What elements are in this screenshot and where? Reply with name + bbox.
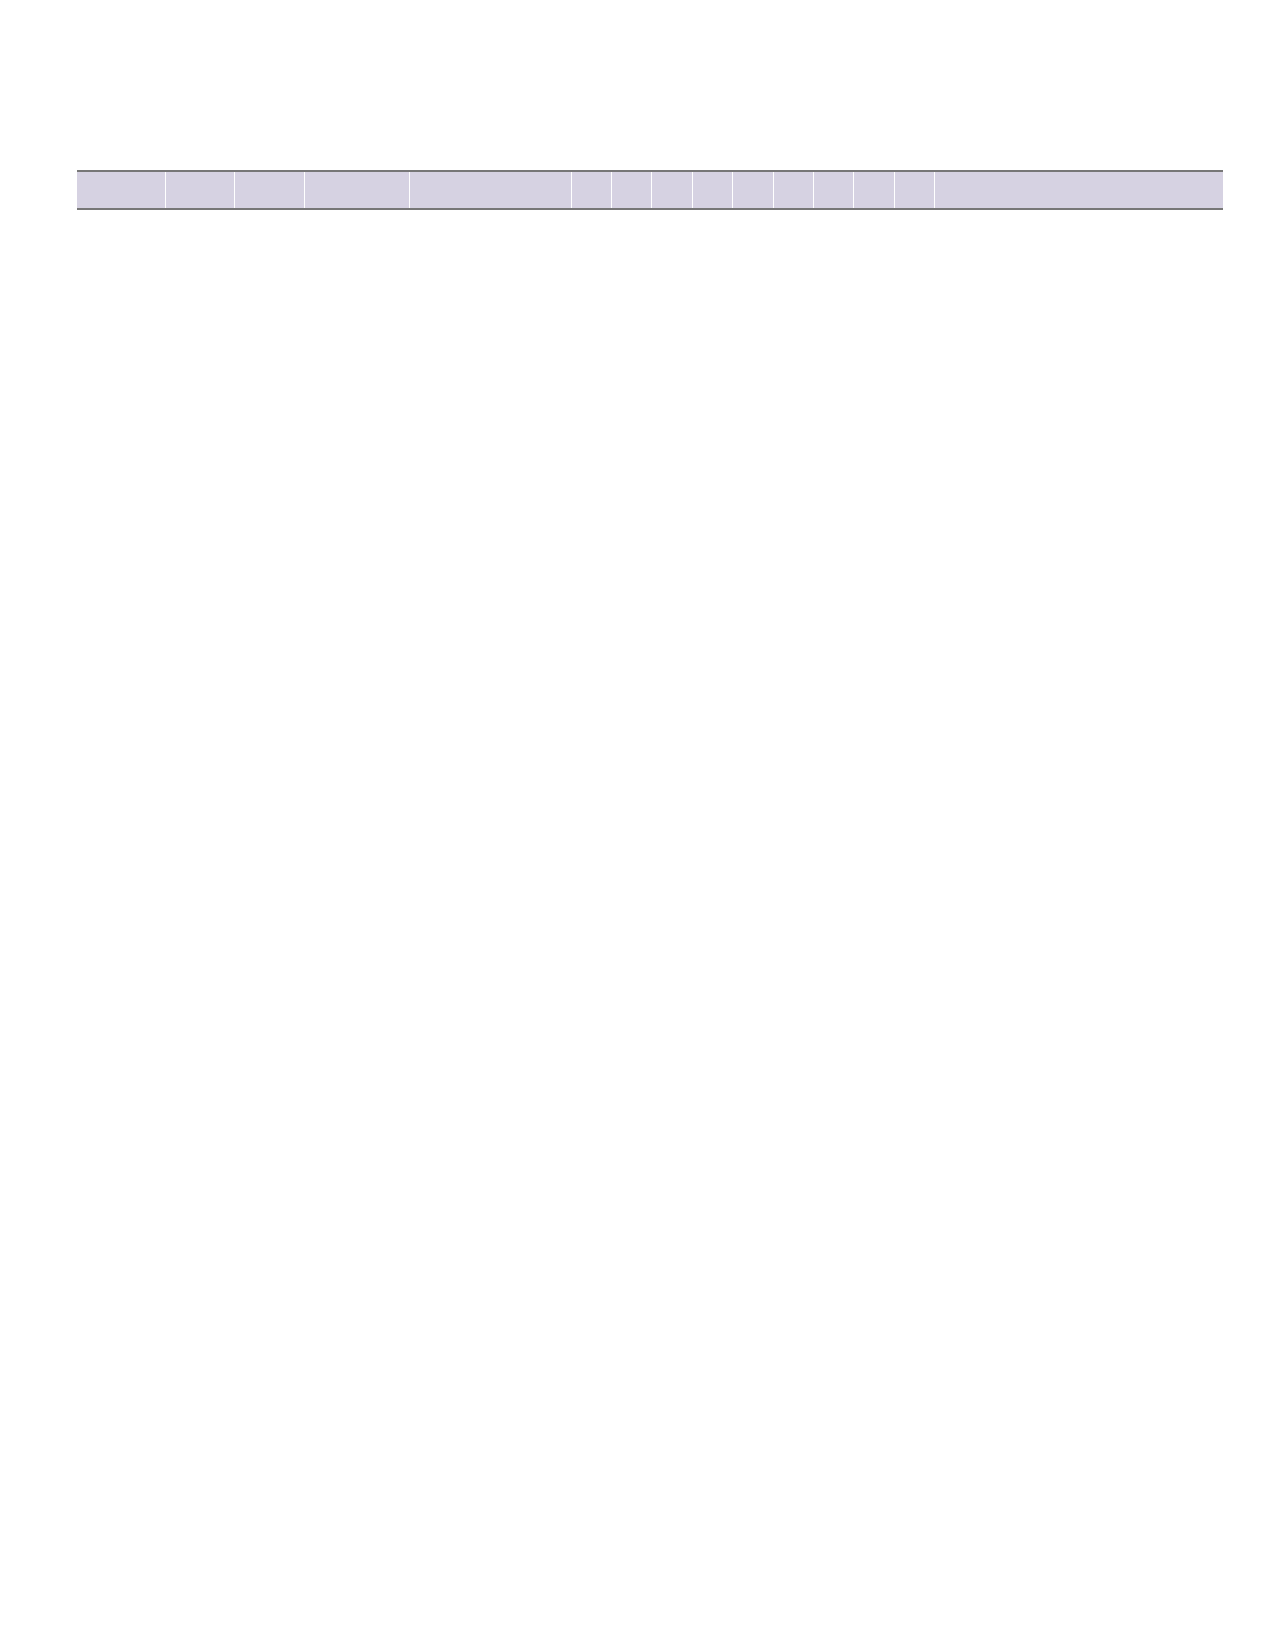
header-style (934, 171, 1223, 209)
onepiece-header (77, 1336, 1223, 1372)
header-size (854, 171, 894, 209)
header-size (813, 171, 853, 209)
header-size (773, 171, 813, 209)
header-size (733, 171, 773, 209)
onepiece-pct-row (77, 1364, 1223, 1378)
header-row (77, 171, 1223, 209)
header-size (692, 171, 732, 209)
header-color (305, 171, 410, 209)
header-page (166, 171, 235, 209)
header-price (234, 171, 305, 209)
header-fabric (410, 171, 571, 209)
pants-section (77, 134, 1223, 210)
header-size (652, 171, 692, 209)
pants-pct-row (77, 160, 1223, 174)
header-code (77, 171, 166, 209)
header-size (571, 171, 611, 209)
onepiece-section (77, 1336, 1223, 1372)
header-size (612, 171, 652, 209)
header-size (894, 171, 934, 209)
pants-table (77, 170, 1223, 210)
pants-header (77, 134, 1223, 170)
